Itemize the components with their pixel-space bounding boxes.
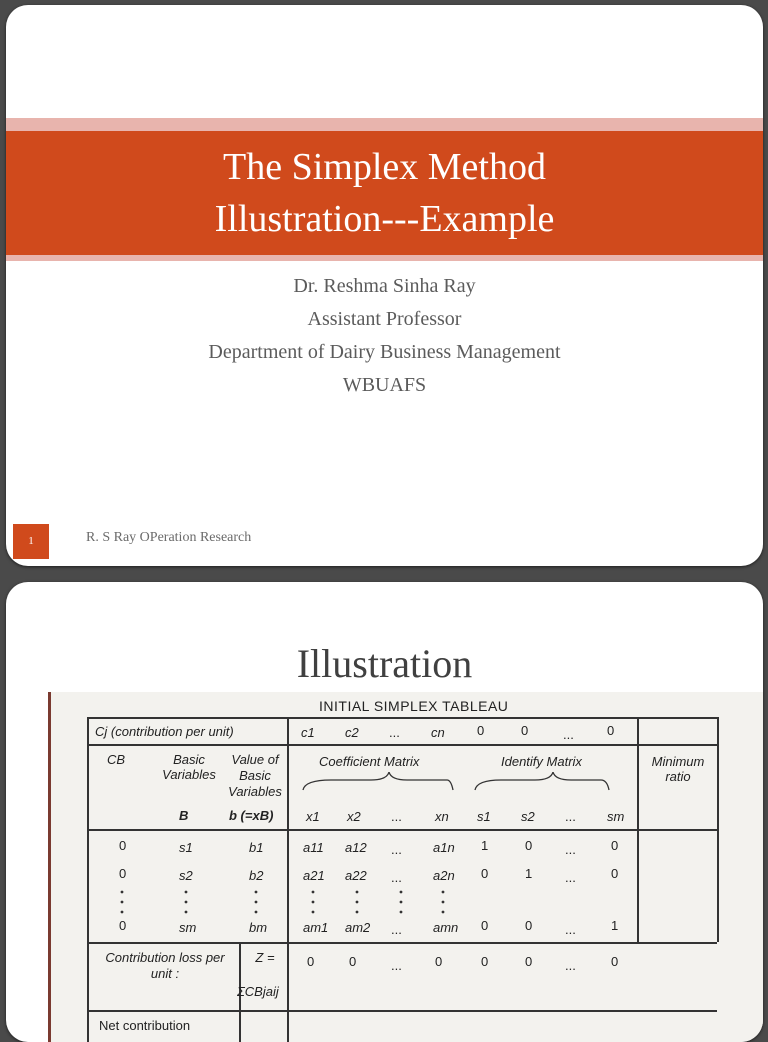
row-id: 0 xyxy=(611,838,619,853)
grid-line xyxy=(87,717,717,719)
row-a: a2n xyxy=(433,868,455,883)
author-position: Assistant Professor xyxy=(307,308,462,330)
cj-header: Cj (contribution per unit) xyxy=(95,724,234,739)
z-value: 0 xyxy=(349,954,357,969)
slide-title-line1: The Simplex Method xyxy=(223,146,546,188)
tableau-scan xyxy=(48,692,763,1042)
basic-vars-header: Basic Variables xyxy=(162,752,216,782)
z-value: 0 xyxy=(611,954,619,969)
author-department: Department of Dairy Business Management xyxy=(208,341,561,363)
min-ratio-header: Minimum ratio xyxy=(651,754,705,784)
tableau-title: INITIAL SIMPLEX TABLEAU xyxy=(319,698,509,714)
var-label: x2 xyxy=(347,809,361,824)
var-label: sm xyxy=(607,809,625,824)
cj-value: c1 xyxy=(301,725,315,740)
slide-title-line2: Illustration---Example xyxy=(214,198,555,240)
row-id: 1 xyxy=(525,866,533,881)
row-id: 0 xyxy=(481,918,489,933)
grid-line xyxy=(717,717,719,942)
row-b: b1 xyxy=(249,840,264,855)
z-label: Z = xyxy=(255,950,275,965)
cj-value: cn xyxy=(431,725,445,740)
z-value: ... xyxy=(391,958,402,973)
author-name: Dr. Reshma Sinha Ray xyxy=(293,275,476,297)
identity-matrix-header: Identify Matrix xyxy=(501,754,582,769)
title-slide xyxy=(6,5,763,566)
z-value: ... xyxy=(565,958,576,973)
row-a: ... xyxy=(391,870,402,885)
row-id: 0 xyxy=(525,838,533,853)
row-b: bm xyxy=(249,920,268,935)
identity-brace xyxy=(475,772,609,790)
row-id: 1 xyxy=(481,838,489,853)
cj-value: ... xyxy=(389,725,400,740)
z-formula: ΣCBjaij xyxy=(237,984,279,999)
cj-value: ... xyxy=(563,727,574,742)
bxb-sub-header: b (=xB) xyxy=(229,808,274,823)
row-a: ... xyxy=(391,922,402,937)
row-a: a12 xyxy=(345,840,367,855)
slide-title: Illustration xyxy=(296,641,473,686)
var-label: s2 xyxy=(521,809,535,824)
row-id: 1 xyxy=(611,918,619,933)
grid-line xyxy=(87,829,717,831)
row-cb: 0 xyxy=(119,838,127,853)
row-id: ... xyxy=(565,870,576,885)
row-a: am1 xyxy=(303,920,329,935)
title-bottom-accent xyxy=(6,255,763,261)
grid-line xyxy=(87,717,89,1042)
row-a: am2 xyxy=(345,920,371,935)
row-id: 0 xyxy=(481,866,489,881)
row-a: ... xyxy=(391,842,402,857)
coefficient-brace xyxy=(303,772,453,790)
cj-value: c2 xyxy=(345,725,359,740)
net-contribution-label: Net contribution xyxy=(99,1018,191,1033)
row-a: a22 xyxy=(345,868,367,883)
value-header: Value of Basic Variables xyxy=(228,752,282,799)
b-sub-header: B xyxy=(179,808,189,823)
row-basic-var: sm xyxy=(179,920,197,935)
brace-lines xyxy=(301,772,641,794)
title-band xyxy=(6,131,763,255)
var-label: x1 xyxy=(306,809,320,824)
grid-line xyxy=(87,942,717,944)
grid-line xyxy=(87,1010,717,1012)
row-a: a11 xyxy=(303,840,324,855)
row-id: 0 xyxy=(611,866,619,881)
row-b: b2 xyxy=(249,868,264,883)
row-basic-var: s2 xyxy=(179,868,193,883)
cj-value: 0 xyxy=(521,723,529,738)
z-value: 0 xyxy=(525,954,533,969)
row-id: ... xyxy=(565,922,576,937)
var-label: s1 xyxy=(477,809,491,824)
row-id: ... xyxy=(565,842,576,857)
row-a: a21 xyxy=(303,868,325,883)
coefficient-matrix-header: Coefficient Matrix xyxy=(319,754,420,769)
row-a: a1n xyxy=(433,840,455,855)
z-value: 0 xyxy=(307,954,315,969)
page-number: 1 xyxy=(13,524,49,559)
title-top-accent xyxy=(6,118,763,131)
grid-line xyxy=(287,717,289,1042)
grid-line xyxy=(87,744,717,746)
cj-value: 0 xyxy=(607,723,615,738)
simplex-tableau xyxy=(51,692,763,1042)
var-label: xn xyxy=(435,809,449,824)
author-institution: WBUAFS xyxy=(342,374,427,396)
row-basic-var: s1 xyxy=(179,840,193,855)
z-value: 0 xyxy=(481,954,489,969)
footer-text: R. S Ray OPeration Research xyxy=(86,530,252,545)
illustration-slide xyxy=(6,582,763,1042)
row-a: amn xyxy=(433,920,459,935)
row-cb: 0 xyxy=(119,866,127,881)
row-id: 0 xyxy=(525,918,533,933)
z-value: 0 xyxy=(435,954,443,969)
var-label: ... xyxy=(565,809,576,824)
row-cb: 0 xyxy=(119,918,127,933)
cb-header: CB xyxy=(107,752,126,767)
contribution-loss-label: Contribution loss per unit : xyxy=(105,950,225,981)
var-label: ... xyxy=(391,809,402,824)
cj-value: 0 xyxy=(477,723,485,738)
